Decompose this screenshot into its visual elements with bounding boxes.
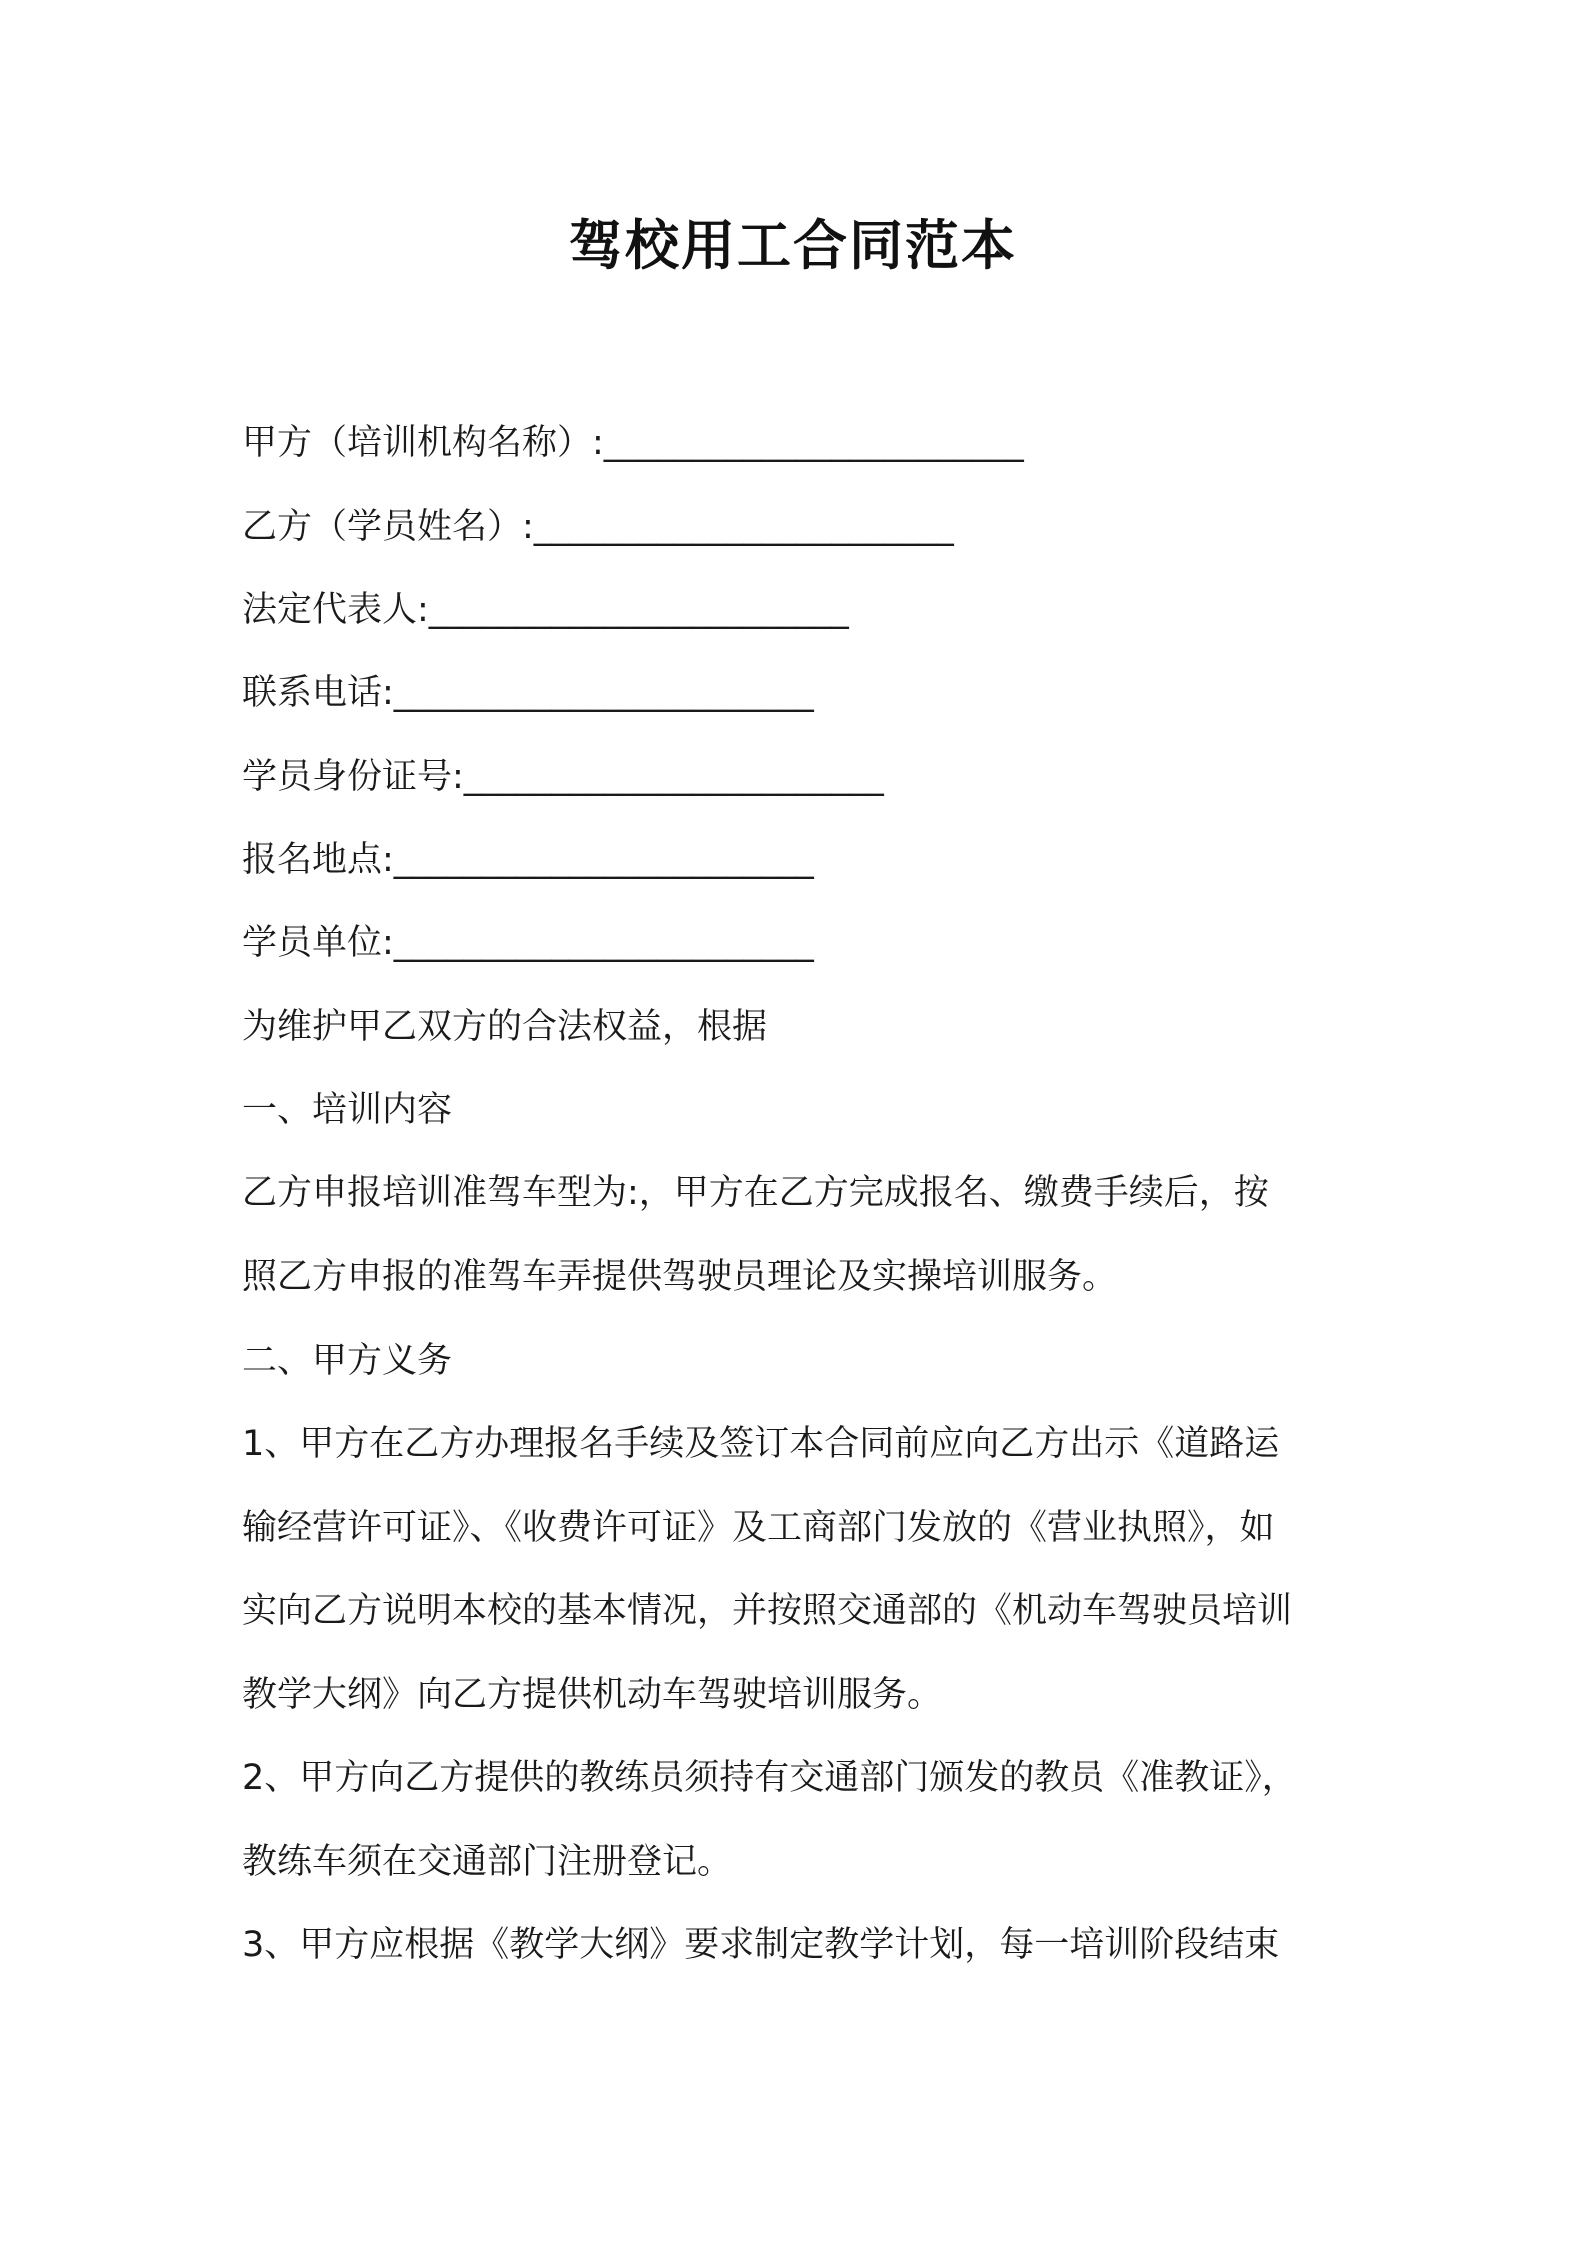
section-training-content-body <box>242 1152 1362 1319</box>
paragraph-line: 2、甲方向乙方提供的教练员须持有交通部门颁发的教员《准教证》， <box>242 1758 1297 1798</box>
section-heading-party-a-obligations: 二、甲方义务 <box>242 1341 453 1381</box>
document-title: 驾校用工合同范本 <box>569 214 1017 277</box>
paragraph-line: 教练车须在交通部门注册登记。 <box>242 1841 733 1882</box>
section-heading-training-content: 一、培训内容 <box>242 1090 453 1130</box>
clause-2 <box>242 1737 1362 1904</box>
field-legal-representative: 法定代表人:________________________ <box>242 590 849 630</box>
field-id-number: 学员身份证号:________________________ <box>242 757 884 797</box>
paragraph-line: 照乙方申报的准驾车弄提供驾驶员理论及实操培训服务。 <box>242 1256 1118 1297</box>
clause-1 <box>242 1403 1362 1737</box>
intro-paragraph: 为维护甲乙双方的合法权益，根据 <box>242 1007 768 1047</box>
paragraph-line: 乙方申报培训准驾车型为:，甲方在乙方完成报名、缴费手续后，按 <box>242 1173 1269 1213</box>
field-party-a: 甲方（培训机构名称）:________________________ <box>242 423 1024 463</box>
paragraph-line: 实向乙方说明本校的基本情况，并按照交通部的《机动车驾驶员培训 <box>242 1591 1293 1631</box>
field-registration-place: 报名地点:________________________ <box>242 840 814 880</box>
paragraph-line: 输经营许可证》、《收费许可证》及工商部门发放的《营业执照》，如 <box>242 1507 1275 1548</box>
paragraph-line: 3、甲方应根据《教学大纲》要求制定教学计划，每一培训阶段结束 <box>242 1925 1280 1965</box>
paragraph-line: 1、甲方在乙方办理报名手续及签订本合同前应向乙方出示《道路运 <box>242 1424 1280 1464</box>
field-party-b: 乙方（学员姓名）:________________________ <box>242 507 954 547</box>
clause-3 <box>242 1904 1362 1988</box>
field-contact-phone: 联系电话:________________________ <box>242 673 814 713</box>
paragraph-line: 教学大纲》向乙方提供机动车驾驶培训服务。 <box>242 1674 943 1715</box>
field-student-employer: 学员单位:________________________ <box>242 923 814 963</box>
